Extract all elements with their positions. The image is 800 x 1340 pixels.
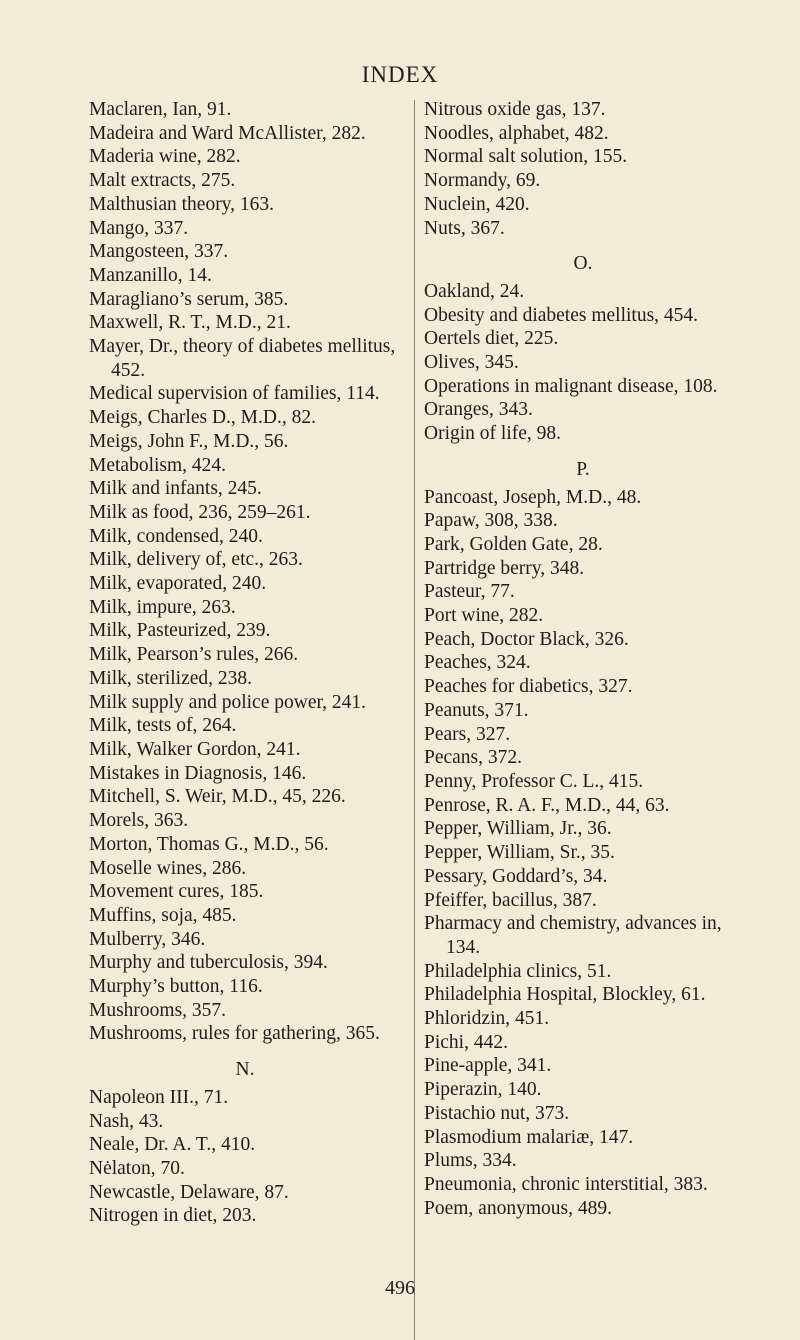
index-entry: Peanuts, 371. (424, 699, 529, 721)
index-entry: Philadelphia Hospital, Blockley, 61. (424, 984, 706, 1006)
index-entry: Milk, sterilized, 238. (89, 667, 253, 689)
index-entry: Madeira and Ward McAllister, 282. (89, 122, 366, 144)
index-entry: Meigs, Charles D., M.D., 82. (89, 407, 316, 429)
index-entry: Obesity and diabetes mellitus, 454. (424, 304, 699, 326)
index-entry: Poem, anonymous, 489. (424, 1197, 612, 1219)
index-entry: Normandy, 69. (424, 170, 541, 192)
index-entry: Mistakes in Diagnosis, 146. (89, 762, 307, 784)
index-entry: Phloridzin, 451. (424, 1008, 550, 1030)
index-group-m (89, 98, 401, 1046)
index-entry: Milk, tests of, 264. (89, 715, 237, 737)
index-entry: Pichi, 442. (424, 1031, 508, 1053)
section-letter-o: O. (573, 253, 593, 275)
index-entry: Plums, 334. (424, 1150, 517, 1172)
index-entry: Muffins, soja, 485. (89, 904, 237, 926)
index-entry: Peach, Doctor Black, 326. (424, 628, 629, 650)
page-title: INDEX (361, 62, 439, 87)
index-entry: Mangosteen, 337. (89, 241, 229, 263)
index-group-n-continued (424, 98, 742, 240)
index-entry: Penny, Professor C. L., 415. (424, 770, 644, 792)
index-entry: Pessary, Goddard’s, 34. (424, 865, 608, 887)
index-group-p (424, 486, 742, 1221)
index-entry: Origin of life, 98. (424, 423, 562, 445)
index-entry: Moselle wines, 286. (89, 857, 247, 879)
index-entry: Milk, Pasteurized, 239. (89, 620, 271, 642)
index-entry: Nuts, 367. (424, 217, 505, 239)
index-entry: Mayer, Dr., theory of diabetes mellitus, (89, 336, 396, 358)
index-entry: Murphy and tuberculosis, 394. (89, 952, 328, 974)
index-group-o (424, 280, 742, 446)
index-entry: Pasteur, 77. (424, 581, 515, 603)
index-entry: Mushrooms, 357. (89, 999, 227, 1021)
index-entry: Nitrous oxide gas, 137. (424, 99, 606, 120)
index-entry: Penrose, R. A. F., M.D., 44, 63. (424, 794, 670, 816)
index-entry: Nėlaton, 70. (89, 1157, 185, 1179)
index-entry: Piperazin, 140. (424, 1079, 542, 1101)
index-entry: Morels, 363. (89, 810, 189, 832)
index-entry: Mulberry, 346. (89, 928, 206, 950)
index-entry: Milk, delivery of, etc., 263. (89, 549, 303, 571)
index-entry: Medical supervision of families, 114. (89, 383, 380, 405)
index-entry: Milk supply and police power, 241. (89, 691, 367, 713)
index-entry: Pears, 327. (424, 723, 511, 745)
index-entry: Pepper, William, Sr., 35. (424, 842, 615, 864)
index-entry: Malthusian theory, 163. (89, 193, 275, 215)
index-entry: Milk as food, 236, 259–261. (89, 501, 311, 523)
index-entry: Papaw, 308, 338. (424, 510, 558, 532)
index-entry: Pneumonia, chronic interstitial, 383. (424, 1173, 708, 1195)
index-entry: Normal salt solution, 155. (424, 146, 628, 168)
index-entry: Meigs, John F., M.D., 56. (89, 430, 289, 452)
index-entry: Oakland, 24. (424, 280, 525, 302)
index-entry: Milk, impure, 263. (89, 596, 236, 618)
index-entry: 452. (111, 359, 146, 381)
column-divider (414, 100, 415, 1340)
index-entry: Maxwell, R. T., M.D., 21. (89, 312, 291, 334)
index-entry: Milk, Pearson’s rules, 266. (89, 644, 299, 666)
index-entry: Milk, condensed, 240. (89, 525, 263, 547)
index-entry: Pepper, William, Jr., 36. (424, 818, 612, 840)
section-letter-p: P. (576, 458, 590, 480)
index-entry: Oranges, 343. (424, 399, 533, 421)
index-entry: Milk, evaporated, 240. (89, 573, 267, 595)
index-entry: Maclaren, Ian, 91. (89, 99, 232, 120)
index-entry: 134. (446, 936, 481, 958)
index-entry: Operations in malignant disease, 108. (424, 375, 718, 397)
index-entry: Neale, Dr. A. T., 410. (89, 1134, 256, 1156)
index-entry: Peaches for diabetics, 327. (424, 676, 633, 698)
index-entry: Metabolism, 424. (89, 454, 227, 476)
index-entry: Park, Golden Gate, 28. (424, 533, 603, 555)
index-entry: Pistachio nut, 373. (424, 1102, 570, 1124)
index-entry: Pine-apple, 341. (424, 1055, 552, 1077)
index-entry: Mushrooms, rules for gathering, 365. (89, 1023, 380, 1045)
index-entry: Olives, 345. (424, 352, 519, 374)
index-entry: Morton, Thomas G., M.D., 56. (89, 833, 329, 855)
index-entry: Movement cures, 185. (89, 881, 264, 903)
index-entry: Nash, 43. (89, 1110, 164, 1132)
index-entry: Philadelphia clinics, 51. (424, 960, 612, 982)
index-entry: Pharmacy and chemistry, advances in, (424, 913, 722, 935)
index-entry: Partridge berry, 348. (424, 557, 585, 579)
index-entry: Milk and infants, 245. (89, 478, 262, 500)
index-entry: Maragliano’s serum, 385. (89, 288, 289, 310)
index-group-n (89, 1086, 401, 1228)
index-entry: Manzanillo, 14. (89, 264, 212, 286)
index-entry: Mango, 337. (89, 217, 189, 239)
index-entry: Maderia wine, 282. (89, 146, 241, 168)
section-letter-n: N. (235, 1059, 255, 1081)
index-entry: Pecans, 372. (424, 747, 523, 769)
index-entry: Nitrogen in diet, 203. (89, 1205, 257, 1227)
page-number: 496 (385, 1277, 415, 1299)
index-entry: Pfeiffer, bacillus, 387. (424, 889, 597, 911)
right-column (424, 98, 742, 1220)
index-entry: Peaches, 324. (424, 652, 531, 674)
index-entry: Plasmodium malariæ, 147. (424, 1126, 634, 1148)
index-entry: Port wine, 282. (424, 605, 544, 627)
index-entry: Oertels diet, 225. (424, 328, 559, 350)
index-entry: Malt extracts, 275. (89, 170, 236, 192)
index-entry: Newcastle, Delaware, 87. (89, 1181, 289, 1203)
index-entry: Murphy’s button, 116. (89, 976, 263, 998)
left-column (89, 98, 401, 1228)
index-entry: Noodles, alphabet, 482. (424, 122, 609, 144)
index-entry: Milk, Walker Gordon, 241. (89, 738, 301, 760)
index-entry: Mitchell, S. Weir, M.D., 45, 226. (89, 786, 346, 808)
index-entry: Napoleon III., 71. (89, 1086, 229, 1108)
index-entry: Nuclein, 420. (424, 193, 530, 215)
index-entry: Pancoast, Joseph, M.D., 48. (424, 486, 642, 508)
